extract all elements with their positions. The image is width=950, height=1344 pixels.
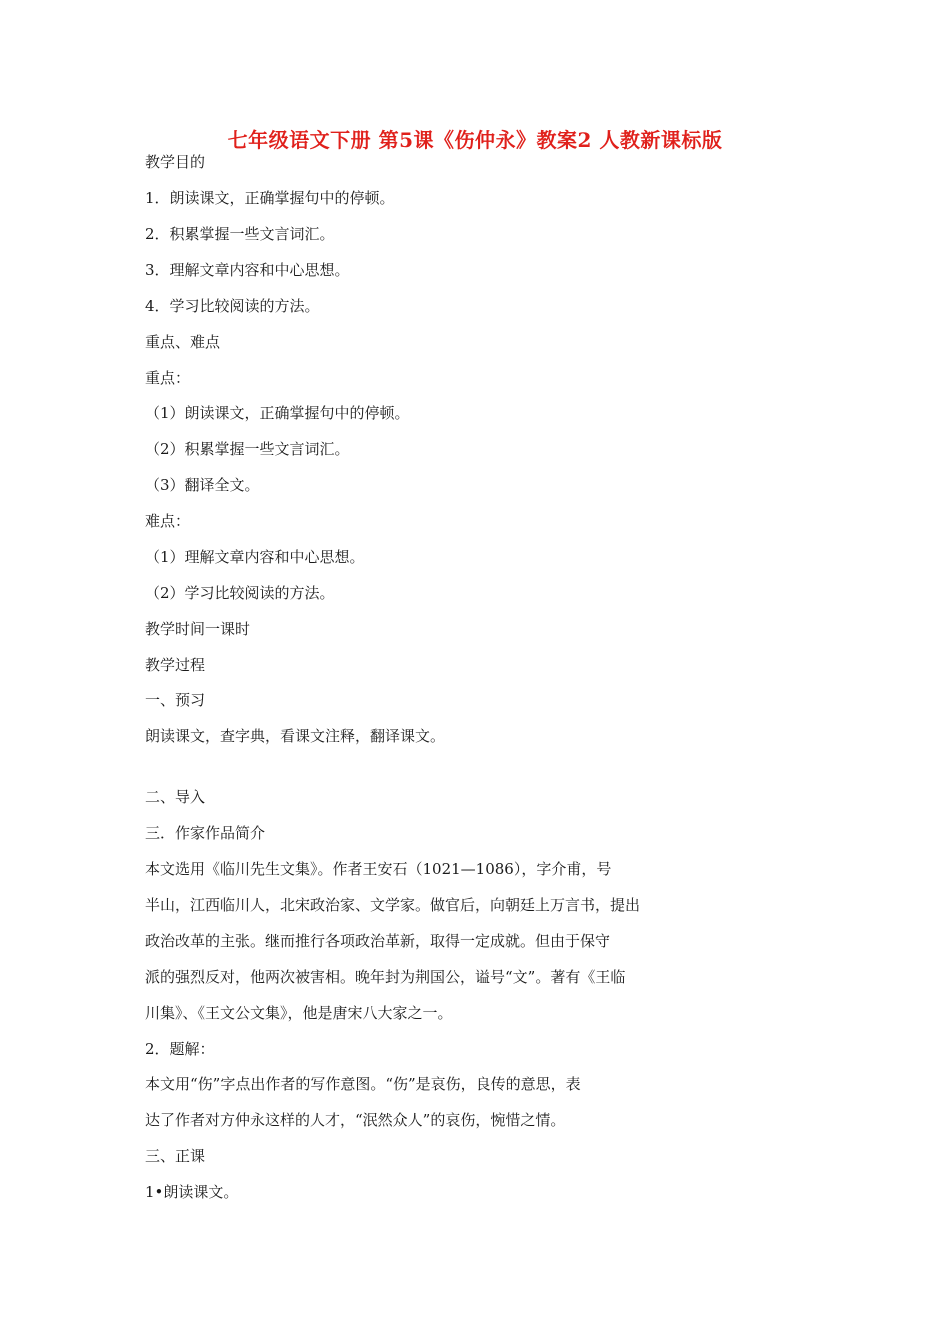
text-line: 1．朗读课文，正确掌握句中的停顿。 <box>145 189 395 207</box>
text-line: 1•朗读课文。 <box>145 1183 239 1201</box>
text-line: （2）积累掌握一些文言词汇。 <box>145 440 350 458</box>
text-line: 重点、难点 <box>145 333 221 351</box>
text-line: 二、导入 <box>145 788 206 806</box>
text-line: 达了作者对方仲永这样的人才，“泯然众人”的哀伤，惋惜之情。 <box>145 1111 566 1129</box>
text-line: 三、正课 <box>145 1147 206 1165</box>
text-line: 一、预习 <box>145 691 206 709</box>
text-line: 3．理解文章内容和中心思想。 <box>145 261 350 279</box>
text-line: 4．学习比较阅读的方法。 <box>145 297 320 315</box>
text-line: 难点： <box>145 512 191 530</box>
text-line: 教学过程 <box>145 656 206 674</box>
text-line: 2．题解： <box>145 1040 215 1058</box>
text-line: 教学时间一课时 <box>145 620 251 638</box>
text-line: 本文选用《临川先生文集》。作者王安石（1021—1086），字介甫，号 <box>145 860 612 878</box>
text-line: 三．作家作品简介 <box>145 824 266 842</box>
text-line: 朗读课文，查字典，看课文注释，翻译课文。 <box>145 727 446 745</box>
text-line: 派的强烈反对，他两次被害相。晚年封为荆国公，谥号“文”。著有《王临 <box>145 968 626 986</box>
text-line: （1）朗读课文，正确掌握句中的停顿。 <box>145 404 410 422</box>
text-line: 川集》、《王文公文集》，他是唐宋八大家之一。 <box>145 1004 453 1022</box>
text-line: （1）理解文章内容和中心思想。 <box>145 548 365 566</box>
text-line: 教学目的 <box>145 153 206 171</box>
text-line: 2．积累掌握一些文言词汇。 <box>145 225 335 243</box>
text-line: 重点： <box>145 369 191 387</box>
document-title: 七年级语文下册 第5课《伤仲永》教案2 人教新课标版 <box>227 128 723 152</box>
text-line: 政治改革的主张。继而推行各项政治革新，取得一定成就。但由于保守 <box>145 932 611 950</box>
text-line: 本文用“伤”字点出作者的写作意图。“伤”是哀伤，良传的意思，表 <box>145 1075 581 1093</box>
text-line: （3）翻译全文。 <box>145 476 260 494</box>
text-line: 半山，江西临川人，北宋政治家、文学家。做官后，向朝廷上万言书，提出 <box>145 896 641 914</box>
text-line: （2）学习比较阅读的方法。 <box>145 584 335 602</box>
